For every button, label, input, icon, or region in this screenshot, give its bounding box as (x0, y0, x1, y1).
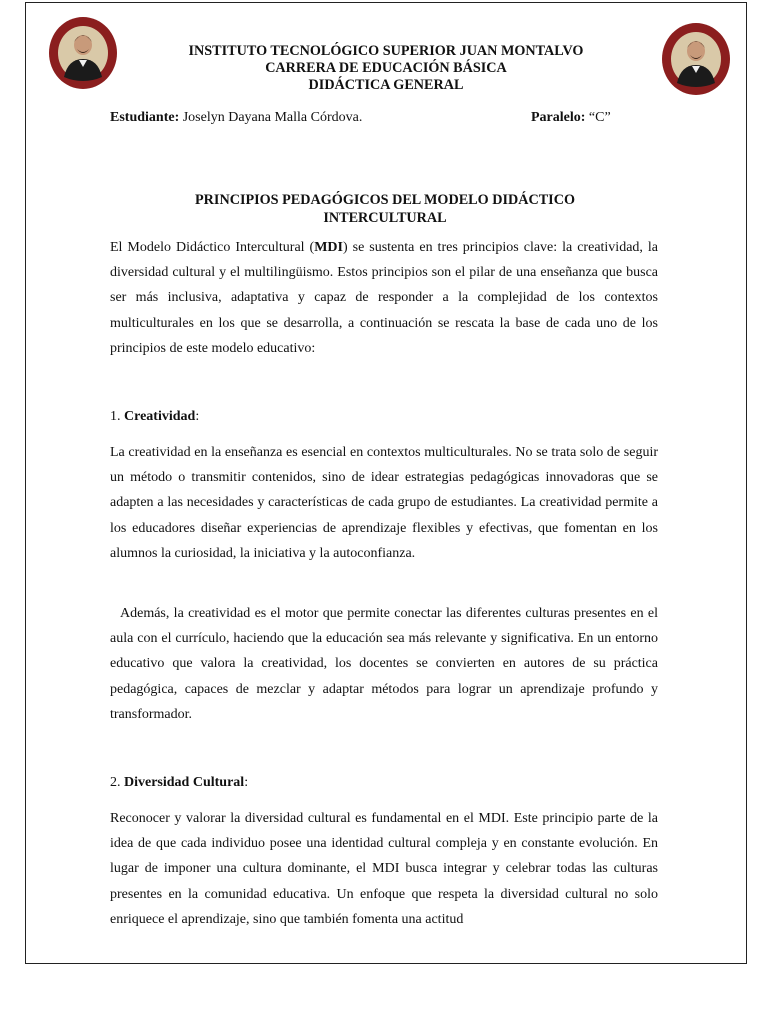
title-line-2: INTERCULTURAL (323, 210, 447, 226)
title-line-1: PRINCIPIOS PEDAGÓGICOS DEL MODELO DIDÁCTICO (195, 192, 575, 208)
section-1-heading (110, 409, 199, 425)
section-2-paragraph-1: Reconocer y valorar la diversidad cultural es fundamental en el MDI. Este principio parte de la idea de que cada individuo posee una identidad cultural compleja y en constante evolución. En lugar de imponer una cultura dominante, el MDI busca integrar y celebrar todas las culturas presentes en la comunidad educativa. Un enfoque que respeta la diversidad cultural no solo enriquece el aprendizaje, sino que también fomenta una actitud (110, 811, 658, 927)
paralelo-info (531, 110, 611, 126)
student-name: Joselyn Dayana Malla Córdova. (182, 110, 363, 125)
career-name: CARRERA DE EDUCACIÓN BÁSICA (265, 60, 507, 76)
subject-name: DIDÁCTICA GENERAL (308, 77, 464, 93)
section-2-number: 2. (110, 775, 121, 790)
section-1-paragraph-2: Además, la creatividad es el motor que permite conectar las diferentes culturas presentes en el aula con el currículo, haciendo que la educación sea más relevante y significativa. En un entorno educativo que valora la creatividad, los docentes se convierten en autores de su práctica pedagógica, capaces de mezclar y adaptar métodos para lograr un aprendizaje profundo y transformador. (110, 606, 658, 722)
document-title (110, 191, 660, 227)
student-label: Estudiante: (110, 110, 180, 125)
section-1-colon: : (195, 409, 200, 424)
institution-header (26, 43, 746, 94)
intro-text-1: El Modelo Didáctico Intercultural ( (110, 240, 315, 255)
institution-name: INSTITUTO TECNOLÓGICO SUPERIOR JUAN MONTALVO (188, 43, 584, 59)
section-1-number: 1. (110, 409, 121, 424)
section-2-colon: : (244, 775, 249, 790)
intro-text-2: ) se sustenta en tres principios clave: la creatividad, la diversidad cultural y el multilingüismo. Estos principios son el pilar de una enseñanza que busca ser más inclusiva, adaptativa y capaz de responder a la complejidad de los contextos multiculturales en los que se desarrolla, a continuación se rescata la base de cada uno de los principios de este modelo educativo: (110, 240, 658, 356)
section-2-title: Diversidad Cultural (124, 775, 245, 790)
intro-paragraph (110, 235, 658, 361)
section-2-heading (110, 775, 248, 791)
section-1-title: Creatividad (124, 409, 196, 424)
document-page (25, 2, 747, 964)
intro-bold: MDI (314, 240, 343, 255)
paralelo-value: “C” (588, 110, 611, 125)
paralelo-label: Paralelo: (531, 110, 586, 125)
section-1-paragraph-1: La creatividad en la enseñanza es esencial en contextos multiculturales. No se trata solo de seguir un método o transmitir contenidos, sino de idear estrategias pedagógicas innovadoras que se adapten a las necesidades y características de cada grupo de estudiantes. La creatividad permite a los educadores diseñar experiencias de aprendizaje flexibles y efectivas, que fomentan en los alumnos la curiosidad, la iniciativa y la autoconfianza. (110, 445, 658, 561)
student-info (110, 110, 362, 126)
